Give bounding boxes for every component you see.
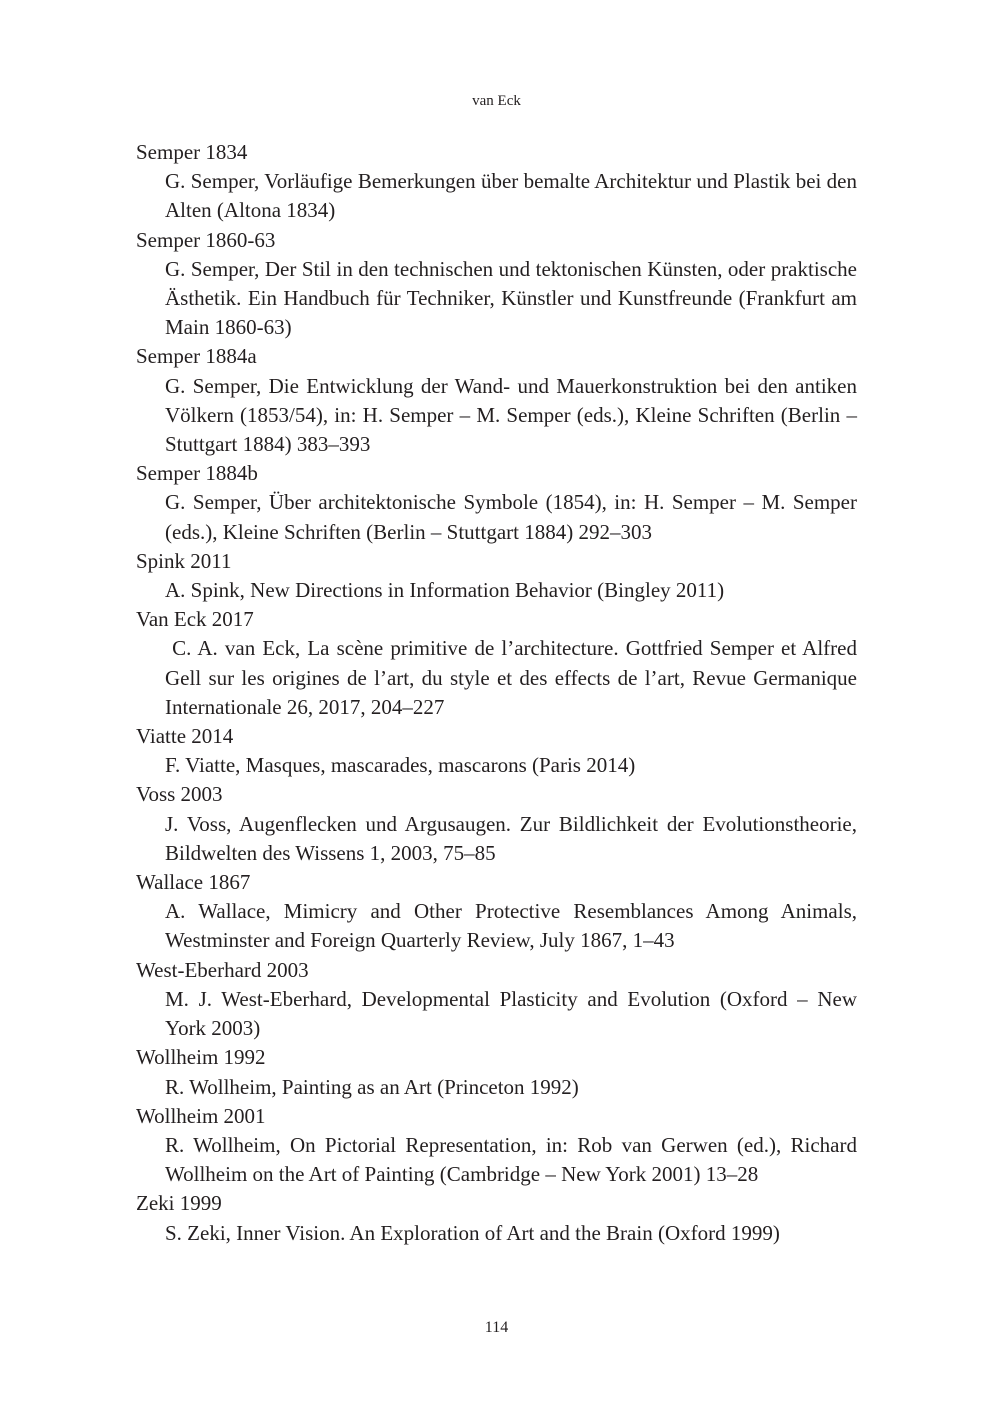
entry-key: Zeki 1999 xyxy=(136,1191,222,1216)
bibliography-entry xyxy=(136,342,857,459)
entry-key: Spink 2011 xyxy=(136,548,232,573)
entry-key: Viatte 2014 xyxy=(136,724,234,749)
bibliography-entry xyxy=(136,226,857,343)
entry-key: Semper 1884a xyxy=(136,344,257,369)
bibliography-list xyxy=(136,138,857,1248)
entry-citation: J. Voss, Augenflecken und Argusaugen. Zur Bildlichkeit der Evolutionstheorie, Bildwelten des Wissens 1, 2003, 75–85 xyxy=(165,811,857,865)
bibliography-entry xyxy=(136,547,857,605)
entry-citation: G. Semper, Vorläufige Bemerkungen über bemalte Architektur und Plastik bei den Alten (Altona 1834) xyxy=(165,169,857,223)
entry-key: Wollheim 2001 xyxy=(136,1103,266,1128)
bibliography-entry xyxy=(136,722,857,780)
entry-citation: A. Wallace, Mimicry and Other Protective Resemblances Among Animals, Westminster and Foreign Quarterly Review, July 1867, 1–43 xyxy=(165,899,857,953)
bibliography-entry xyxy=(136,605,857,722)
bibliography-entry xyxy=(136,1189,857,1247)
entry-citation: S. Zeki, Inner Vision. An Exploration of Art and the Brain (Oxford 1999) xyxy=(165,1220,780,1245)
running-head: van Eck xyxy=(472,93,521,109)
entry-citation: G. Semper, Die Entwicklung der Wand- und Mauerkonstruktion bei den antiken Völkern (1853/54), in: H. Semper – M. Semper (eds.), Kleine Schriften (Berlin – Stuttgart 1884) 383–393 xyxy=(165,373,857,457)
entry-key: West-Eberhard 2003 xyxy=(136,957,309,982)
entry-citation: R. Wollheim, Painting as an Art (Princeton 1992) xyxy=(165,1074,579,1099)
entry-key: Semper 1834 xyxy=(136,140,248,164)
entry-key: Wollheim 1992 xyxy=(136,1045,266,1070)
bibliography-entry xyxy=(136,1043,857,1101)
bibliography-entry xyxy=(136,138,857,226)
entry-citation: F. Viatte, Masques, mascarades, mascarons (Paris 2014) xyxy=(165,753,636,778)
entry-citation: G. Semper, Über architektonische Symbole (1854), in: H. Semper – M. Semper (eds.), Kleine Schriften (Berlin – Stuttgart 1884) 292–303 xyxy=(165,490,857,544)
entry-citation: A. Spink, New Directions in Information Behavior (Bingley 2011) xyxy=(165,578,725,603)
page-number: 114 xyxy=(484,1319,509,1336)
bibliography-entry xyxy=(136,1102,857,1190)
entry-citation: C. A. van Eck, La scène primitive de l’architecture. Gottfried Semper et Alfred Gell sur les origines de l’art, du style et des effects de l’art, Revue Germanique Internationale 26, 2017, 204–227 xyxy=(165,636,857,719)
bibliography-entry xyxy=(136,868,857,956)
bibliography-entry xyxy=(136,459,857,547)
bibliography-entry xyxy=(136,956,857,1044)
entry-key: Semper 1860-63 xyxy=(136,227,276,252)
entry-key: Voss 2003 xyxy=(136,782,223,807)
entry-citation: M. J. West-Eberhard, Developmental Plasticity and Evolution (Oxford – New York 2003) xyxy=(165,986,857,1041)
entry-key: Van Eck 2017 xyxy=(136,607,254,632)
bibliography-entry xyxy=(136,780,857,868)
entry-key: Wallace 1867 xyxy=(136,870,251,895)
entry-key: Semper 1884b xyxy=(136,461,258,486)
entry-citation: R. Wollheim, On Pictorial Representation, in: Rob van Gerwen (ed.), Richard Wollheim on the Art of Painting (Cambridge – New York 2001) 13–28 xyxy=(165,1132,857,1187)
entry-citation: G. Semper, Der Stil in den technischen und tektonischen Künsten, oder praktische Ästhetik. Ein Handbuch für Techniker, Künstler und Kunstfreunde (Frankfurt am Main 1860-63) xyxy=(165,256,857,340)
